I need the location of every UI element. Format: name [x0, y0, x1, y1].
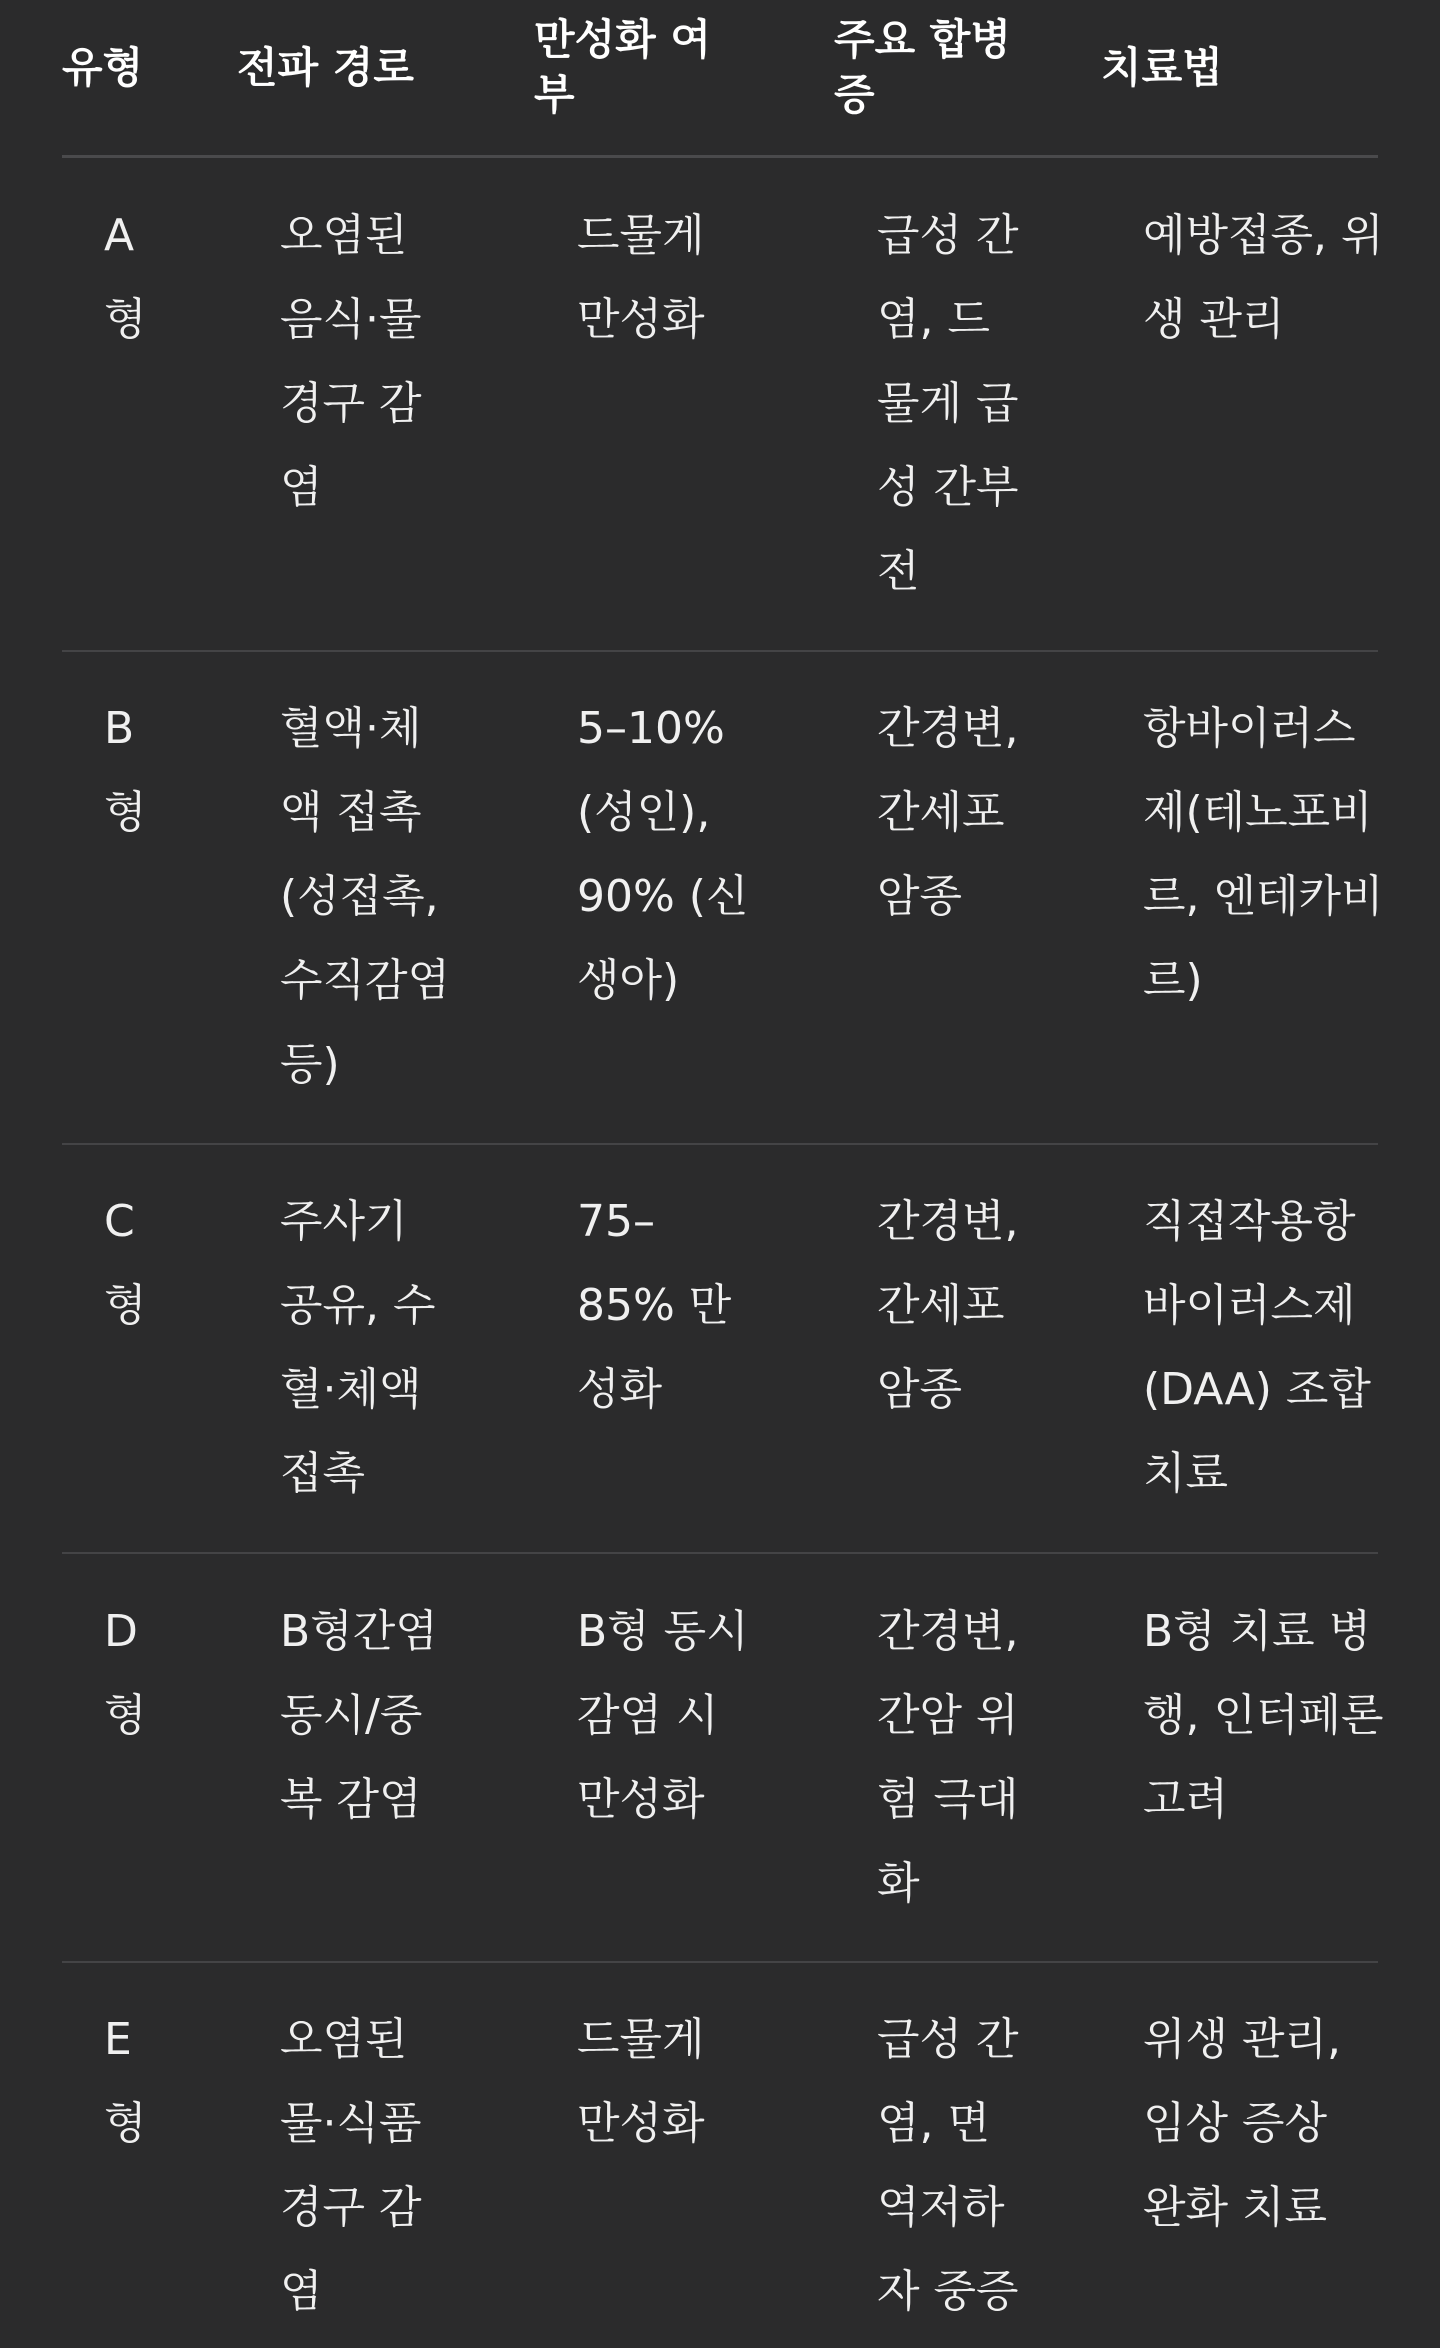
cell-type: E 형: [104, 2014, 147, 2149]
cell-route: 혈액·체 액 접촉 (성접촉, 수직감염 등): [280, 703, 451, 1090]
cell-chronic: 75– 85% 만 성화: [577, 1196, 732, 1415]
header-chronic: 만성화 여 부: [534, 15, 711, 119]
cell-chronic: 5–10% (성인), 90% (신 생아): [577, 703, 749, 1006]
cell-route: B형간염 동시/중 복 감염: [280, 1606, 438, 1825]
cell-route: 주사기 공유, 수 혈·체액 접촉: [280, 1196, 436, 1499]
row-divider: [62, 1143, 1378, 1145]
cell-chronic: B형 동시 감염 시 만성화: [577, 1606, 749, 1825]
header-type: 유형: [62, 43, 144, 92]
cell-treatment: 직접작용항 바이러스제 (DAA) 조합 치료: [1143, 1196, 1371, 1499]
header-treatment: 치료법: [1101, 43, 1223, 92]
cell-complications: 급성 간 염, 드 물게 급 성 간부 전: [877, 210, 1019, 597]
cell-chronic: 드물게 만성화: [577, 2014, 705, 2149]
cell-complications: 간경변, 간암 위 험 극대 화: [877, 1606, 1019, 1909]
cell-chronic: 드물게 만성화: [577, 210, 705, 345]
cell-route: 오염된 물·식품 경구 감 염: [280, 2014, 422, 2317]
header-route: 전파 경로: [237, 43, 414, 92]
cell-type: C 형: [104, 1196, 147, 1331]
cell-treatment: B형 치료 병 행, 인터페론 고려: [1143, 1606, 1384, 1825]
cell-type: A 형: [104, 210, 147, 345]
cell-treatment: 위생 관리, 임상 증상 완화 치료: [1143, 2014, 1341, 2233]
cell-complications: 급성 간 염, 면 역저하 자 중증: [877, 2014, 1019, 2317]
cell-treatment: 예방접종, 위 생 관리: [1143, 210, 1384, 345]
cell-complications: 간경변, 간세포 암종: [877, 703, 1019, 922]
cell-type: D 형: [104, 1606, 147, 1741]
cell-treatment: 항바이러스 제(테노포비 르, 엔테카비 르): [1143, 703, 1384, 1006]
header-divider: [62, 155, 1378, 158]
row-divider: [62, 1552, 1378, 1554]
cell-route: 오염된 음식·물 경구 감 염: [280, 210, 422, 513]
row-divider: [62, 1961, 1378, 1963]
header-complications: 주요 합병 증: [834, 15, 1011, 119]
cell-complications: 간경변, 간세포 암종: [877, 1196, 1019, 1415]
cell-type: B 형: [104, 703, 147, 838]
row-divider: [62, 650, 1378, 652]
